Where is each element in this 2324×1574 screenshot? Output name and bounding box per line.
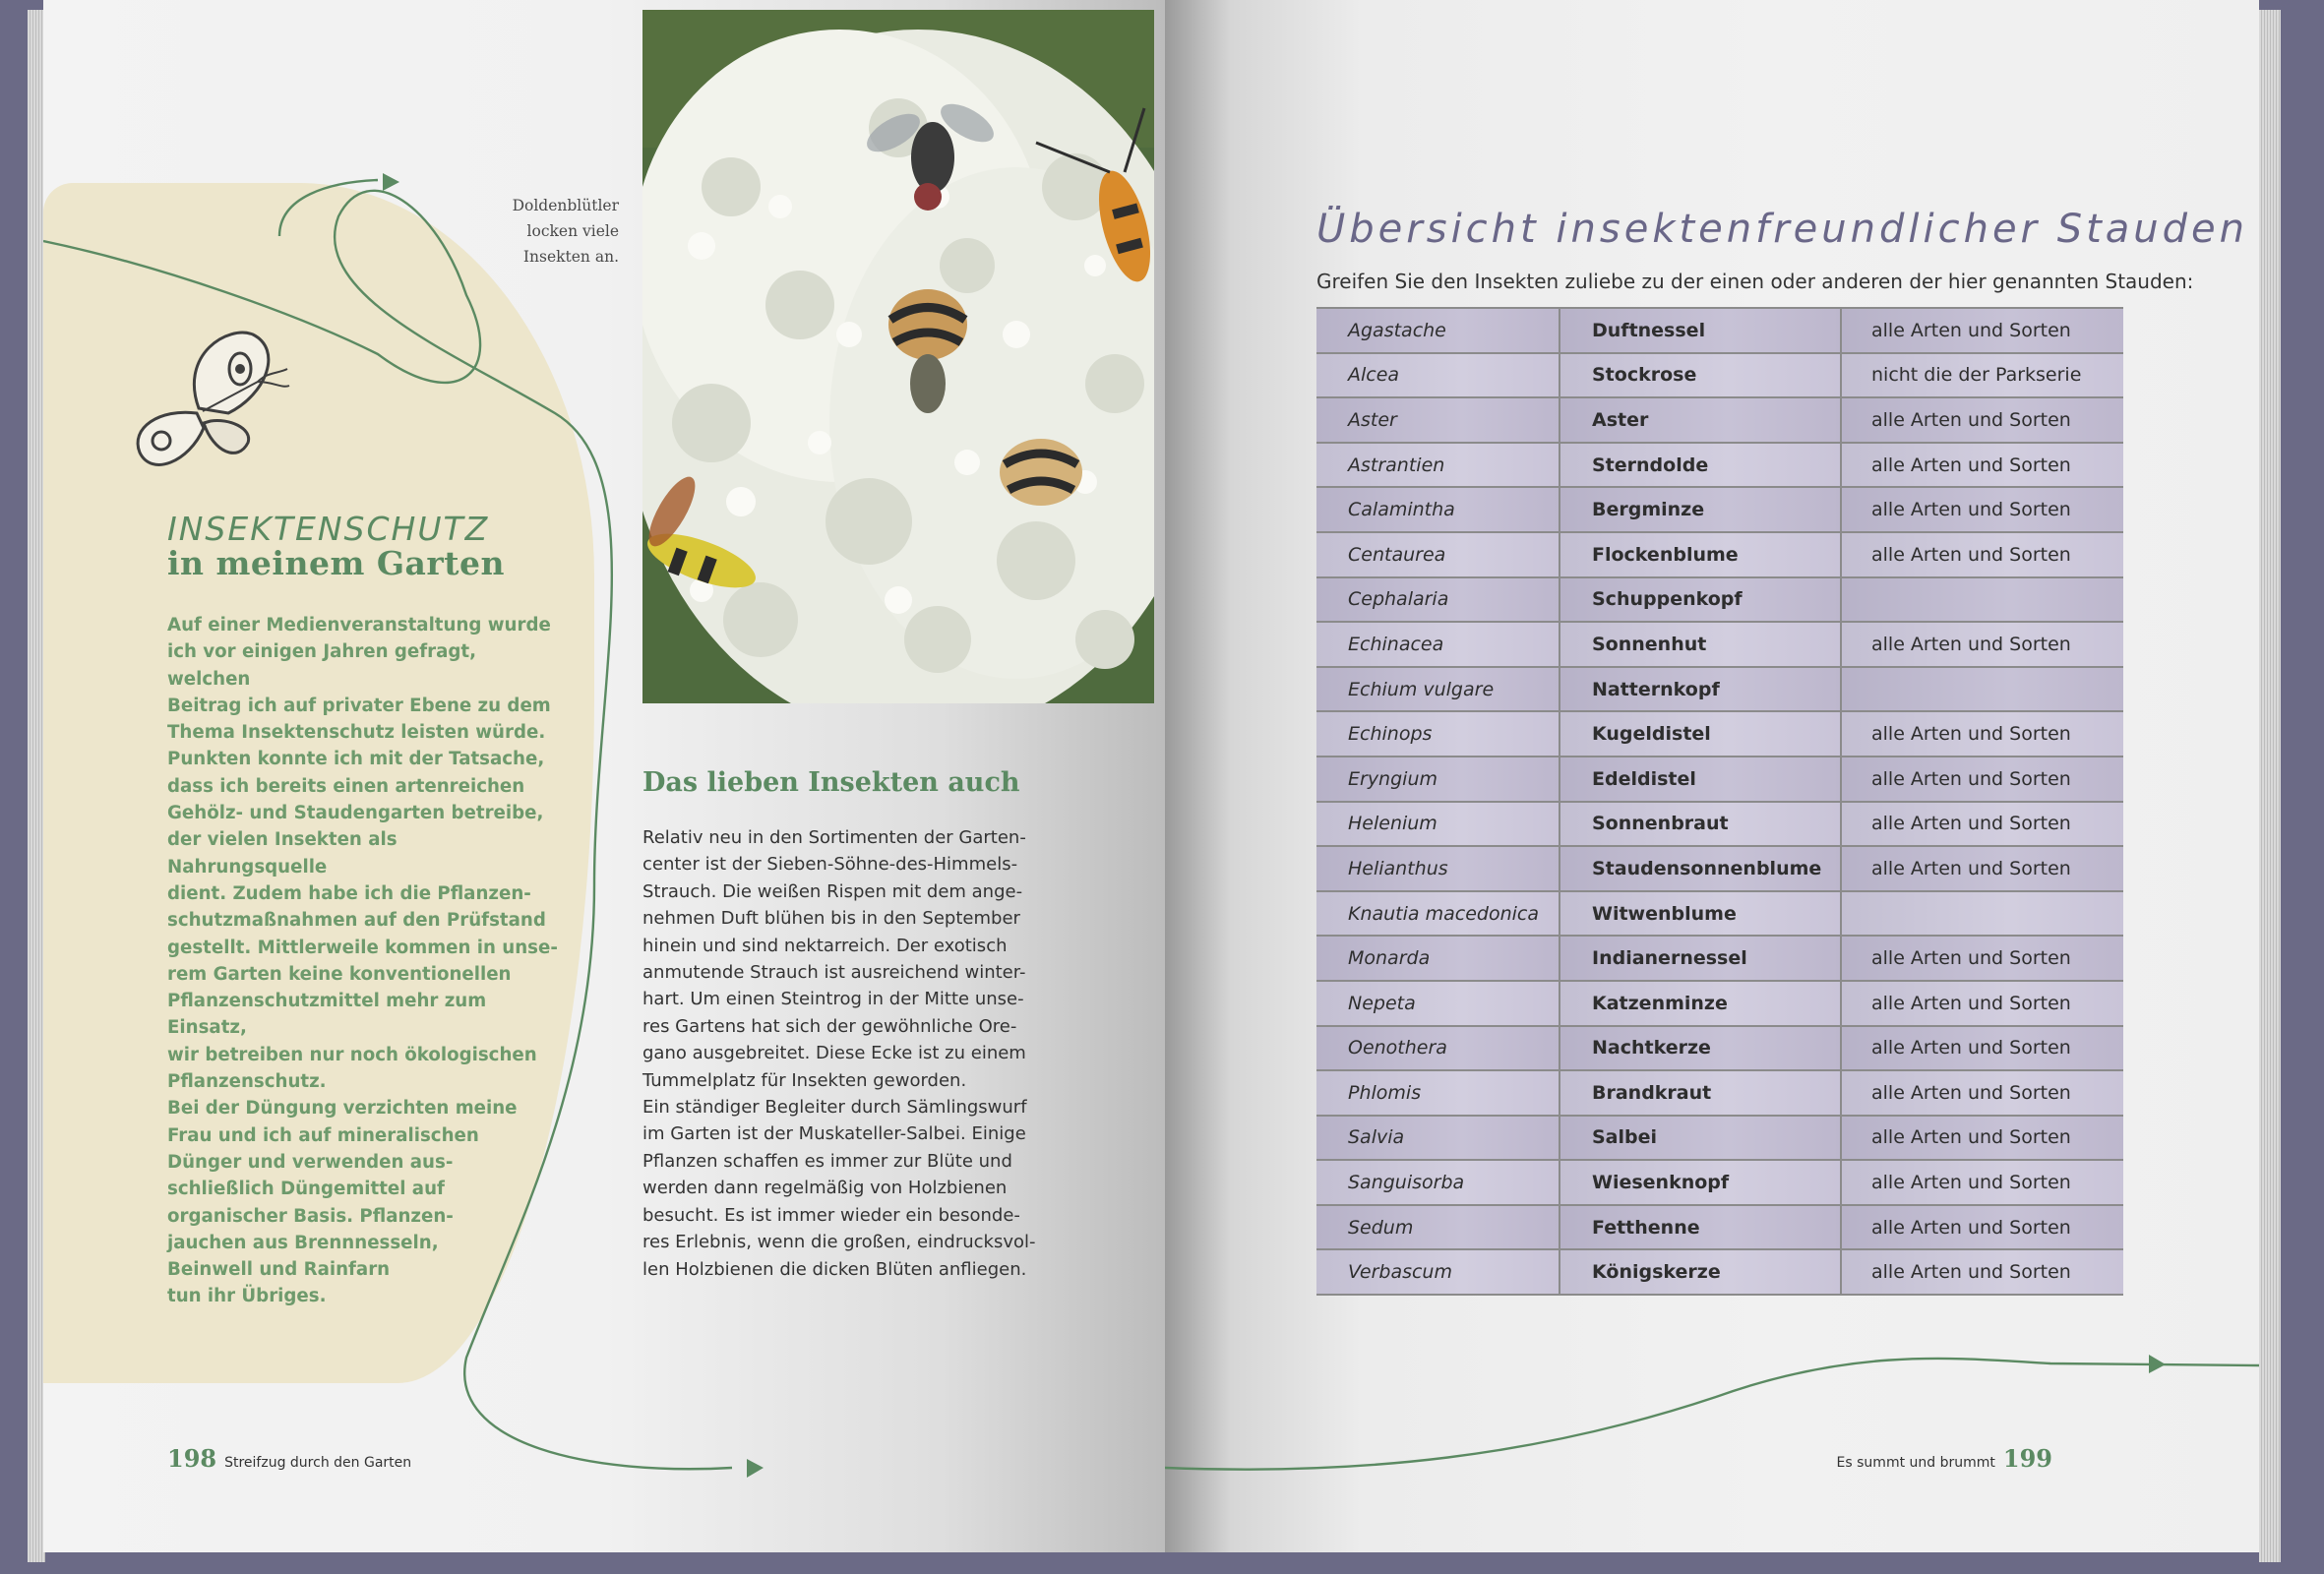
note-cell: alle Arten und Sorten [1841, 1070, 2123, 1116]
body-line: Relativ neu in den Sortimenten der Garten- [642, 827, 1026, 848]
german-name-cell: Flockenblume [1560, 532, 1841, 577]
latin-name-cell: Aster [1316, 397, 1560, 443]
note-cell: alle Arten und Sorten [1841, 711, 2123, 757]
table-row [1316, 308, 2123, 353]
intro-line: schließlich Düngemittel auf [167, 1179, 445, 1200]
note-cell: alle Arten und Sorten [1841, 308, 2123, 353]
note-cell: alle Arten und Sorten [1841, 532, 2123, 577]
german-name-cell: Aster [1560, 397, 1841, 443]
intro-line: Pflanzenschutz. [167, 1071, 327, 1093]
beetle-icon [1000, 439, 1082, 506]
intro-line: Frau und ich auf mineralischen [167, 1124, 479, 1146]
intro-line: Bei der Düngung verzichten meine [167, 1098, 518, 1120]
german-name-cell: Stockrose [1560, 353, 1841, 398]
german-name-cell: Bergminze [1560, 487, 1841, 532]
note-cell: alle Arten und Sorten [1841, 1026, 2123, 1071]
table-row [1316, 353, 2123, 398]
intro-line: Pflanzenschutzmittel mehr zum Einsatz, [167, 991, 487, 1039]
table-row [1316, 532, 2123, 577]
table-title: Übersicht insektenfreundlicher Stauden [1316, 207, 2248, 252]
latin-name-cell: Phlomis [1316, 1070, 1560, 1116]
table-row [1316, 1205, 2123, 1250]
table-row [1316, 487, 2123, 532]
note-cell: alle Arten und Sorten [1841, 397, 2123, 443]
intro-line: Beitrag ich auf privater Ebene zu dem [167, 695, 551, 716]
body-line: res Erlebnis, wenn die großen, eindrucksvol- [642, 1232, 1036, 1253]
butterfly-icon [120, 315, 317, 492]
note-cell: nicht die der Parkserie [1841, 353, 2123, 398]
caption-line: Doldenblütler [512, 197, 619, 214]
latin-name-cell: Sedum [1316, 1205, 1560, 1250]
note-cell: alle Arten und Sorten [1841, 846, 2123, 891]
body-line: hinein und sind nektarreich. Der exotisch [642, 935, 1008, 956]
note-cell: alle Arten und Sorten [1841, 1205, 2123, 1250]
note-cell: alle Arten und Sorten [1841, 757, 2123, 802]
body-line: gano ausgebreitet. Diese Ecke ist zu einem [642, 1043, 1026, 1064]
german-name-cell: Kugeldistel [1560, 711, 1841, 757]
german-name-cell: Fetthenne [1560, 1205, 1841, 1250]
body-line: nehmen Duft blühen bis in den September [642, 908, 1020, 930]
latin-name-cell: Helianthus [1316, 846, 1560, 891]
table-row [1316, 981, 2123, 1026]
caption-line: locken viele [526, 222, 619, 240]
latin-name-cell: Salvia [1316, 1116, 1560, 1161]
body-line: Strauch. Die weißen Rispen mit dem ange- [642, 880, 1023, 902]
note-cell: alle Arten und Sorten [1841, 443, 2123, 488]
note-cell: alle Arten und Sorten [1841, 622, 2123, 667]
body-line: center ist der Sieben-Söhne-des-Himmels- [642, 854, 1018, 876]
body-line: anmutende Strauch ist ausreichend winter- [642, 962, 1026, 984]
body-line: besucht. Es ist immer wieder ein besonde- [642, 1204, 1020, 1226]
table-row [1316, 577, 2123, 623]
note-cell: alle Arten und Sorten [1841, 487, 2123, 532]
photo-caption [476, 193, 619, 270]
intro-line: dass ich bereits einen artenreichen [167, 775, 525, 797]
intro-line: Dünger und verwenden aus- [167, 1151, 454, 1173]
table-row [1316, 1249, 2123, 1295]
latin-name-cell: Knautia macedonica [1316, 891, 1560, 937]
latin-name-cell: Calamintha [1316, 487, 1560, 532]
caption-line: Insekten an. [522, 248, 619, 266]
german-name-cell: Sonnenbraut [1560, 802, 1841, 847]
body-line: Pflanzen schaffen es immer zur Blüte und [642, 1150, 1012, 1172]
intro-line: Beinwell und Rainfarn [167, 1259, 391, 1281]
latin-name-cell: Echinops [1316, 711, 1560, 757]
intro-line: Thema Insektenschutz leisten würde. [167, 722, 546, 744]
note-cell [1841, 577, 2123, 623]
intro-line: dient. Zudem habe ich die Pflanzen- [167, 882, 531, 904]
section-heading-script: INSEKTENSCHUTZ [167, 510, 490, 548]
intro-line: schutzmaßnahmen auf den Prüfstand [167, 910, 546, 932]
german-name-cell: Natternkopf [1560, 667, 1841, 712]
intro-line: Gehölz- und Staudengarten betreibe, [167, 803, 544, 824]
subsection-heading: Das lieben Insekten auch [642, 767, 1020, 798]
german-name-cell: Katzenminze [1560, 981, 1841, 1026]
right-page-footer [1837, 1444, 2052, 1473]
note-cell [1841, 667, 2123, 712]
german-name-cell: Nachtkerze [1560, 1026, 1841, 1071]
perennials-table [1316, 307, 2123, 1296]
right-page [1165, 0, 2259, 1552]
page-number: 198 [167, 1444, 217, 1473]
body-line: len Holzbienen die dicken Blüten anfliegen. [642, 1258, 1027, 1280]
insects-on-flowers-photo [642, 10, 1154, 703]
section-heading: in meinem Garten [167, 544, 506, 582]
intro-line: Auf einer Medienveranstaltung wurde [167, 615, 551, 636]
table-row [1316, 1116, 2123, 1161]
body-line: Tummelplatz für Insekten geworden. [642, 1069, 967, 1091]
note-cell: alle Arten und Sorten [1841, 1160, 2123, 1205]
table-row [1316, 443, 2123, 488]
intro-line: gestellt. Mittlerweile kommen in unse- [167, 937, 558, 958]
table-row [1316, 891, 2123, 937]
german-name-cell: Duftnessel [1560, 308, 1841, 353]
note-cell: alle Arten und Sorten [1841, 802, 2123, 847]
latin-name-cell: Sanguisorba [1316, 1160, 1560, 1205]
german-name-cell: Salbei [1560, 1116, 1841, 1161]
intro-line: wir betreiben nur noch ökologischen [167, 1044, 537, 1065]
table-row [1316, 1160, 2123, 1205]
arrow-head-icon [2149, 1355, 2166, 1373]
left-page [43, 0, 1165, 1552]
german-name-cell: Sterndolde [1560, 443, 1841, 488]
intro-paragraph [167, 612, 561, 1310]
latin-name-cell: Nepeta [1316, 981, 1560, 1026]
german-name-cell: Indianernessel [1560, 936, 1841, 981]
note-cell [1841, 891, 2123, 937]
latin-name-cell: Astrantien [1316, 443, 1560, 488]
latin-name-cell: Monarda [1316, 936, 1560, 981]
body-line: werden dann regelmäßig von Holzbienen [642, 1178, 1008, 1199]
table-row [1316, 667, 2123, 712]
table-row [1316, 846, 2123, 891]
intro-line: organischer Basis. Pflanzen- [167, 1205, 454, 1227]
intro-line: Punkten konnte ich mit der Tatsache, [167, 749, 545, 770]
page-number: 199 [2002, 1444, 2052, 1473]
german-name-cell: Edeldistel [1560, 757, 1841, 802]
body-line: Ein ständiger Begleiter durch Sämlingswurf [642, 1097, 1027, 1119]
german-name-cell: Schuppenkopf [1560, 577, 1841, 623]
table-row [1316, 1070, 2123, 1116]
latin-name-cell: Echium vulgare [1316, 667, 1560, 712]
table-row [1316, 711, 2123, 757]
table-row [1316, 802, 2123, 847]
latin-name-cell: Verbascum [1316, 1249, 1560, 1295]
latin-name-cell: Eryngium [1316, 757, 1560, 802]
note-cell: alle Arten und Sorten [1841, 981, 2123, 1026]
body-line: hart. Um einen Steintrog in der Mitte unse- [642, 989, 1024, 1010]
body-paragraph [642, 824, 1056, 1283]
latin-name-cell: Helenium [1316, 802, 1560, 847]
intro-line: tun ihr Übriges. [167, 1286, 327, 1307]
table-intro: Greifen Sie den Insekten zuliebe zu der einen oder anderen der hier genannten Stauden: [1316, 270, 2194, 293]
german-name-cell: Witwenblume [1560, 891, 1841, 937]
note-cell: alle Arten und Sorten [1841, 1116, 2123, 1161]
german-name-cell: Königskerze [1560, 1249, 1841, 1295]
table-row [1316, 622, 2123, 667]
german-name-cell: Wiesenknopf [1560, 1160, 1841, 1205]
body-line: im Garten ist der Muskateller-Salbei. Einige [642, 1123, 1026, 1145]
note-cell: alle Arten und Sorten [1841, 936, 2123, 981]
right-page-edges [2259, 10, 2281, 1562]
german-name-cell: Sonnenhut [1560, 622, 1841, 667]
left-page-footer [167, 1444, 411, 1473]
latin-name-cell: Alcea [1316, 353, 1560, 398]
table-row [1316, 397, 2123, 443]
note-cell: alle Arten und Sorten [1841, 1249, 2123, 1295]
table-row [1316, 757, 2123, 802]
arrow-head-icon [747, 1459, 764, 1478]
body-line: res Gartens hat sich der gewöhnliche Ore- [642, 1015, 1017, 1037]
latin-name-cell: Oenothera [1316, 1026, 1560, 1071]
german-name-cell: Staudensonnenblume [1560, 846, 1841, 891]
intro-line: ich vor einigen Jahren gefragt, welchen [167, 641, 477, 690]
latin-name-cell: Centaurea [1316, 532, 1560, 577]
intro-line: jauchen aus Brennnesseln, [167, 1232, 439, 1253]
latin-name-cell: Agastache [1316, 308, 1560, 353]
running-title: Es summt und brummt [1836, 1455, 1995, 1471]
arrow-head-icon [383, 173, 399, 191]
latin-name-cell: Cephalaria [1316, 577, 1560, 623]
latin-name-cell: Echinacea [1316, 622, 1560, 667]
intro-line: der vielen Insekten als Nahrungsquelle [167, 829, 398, 878]
table-row [1316, 1026, 2123, 1071]
german-name-cell: Brandkraut [1560, 1070, 1841, 1116]
running-title: Streifzug durch den Garten [224, 1455, 412, 1471]
table-row [1316, 936, 2123, 981]
intro-line: rem Garten keine konventionellen [167, 963, 512, 985]
